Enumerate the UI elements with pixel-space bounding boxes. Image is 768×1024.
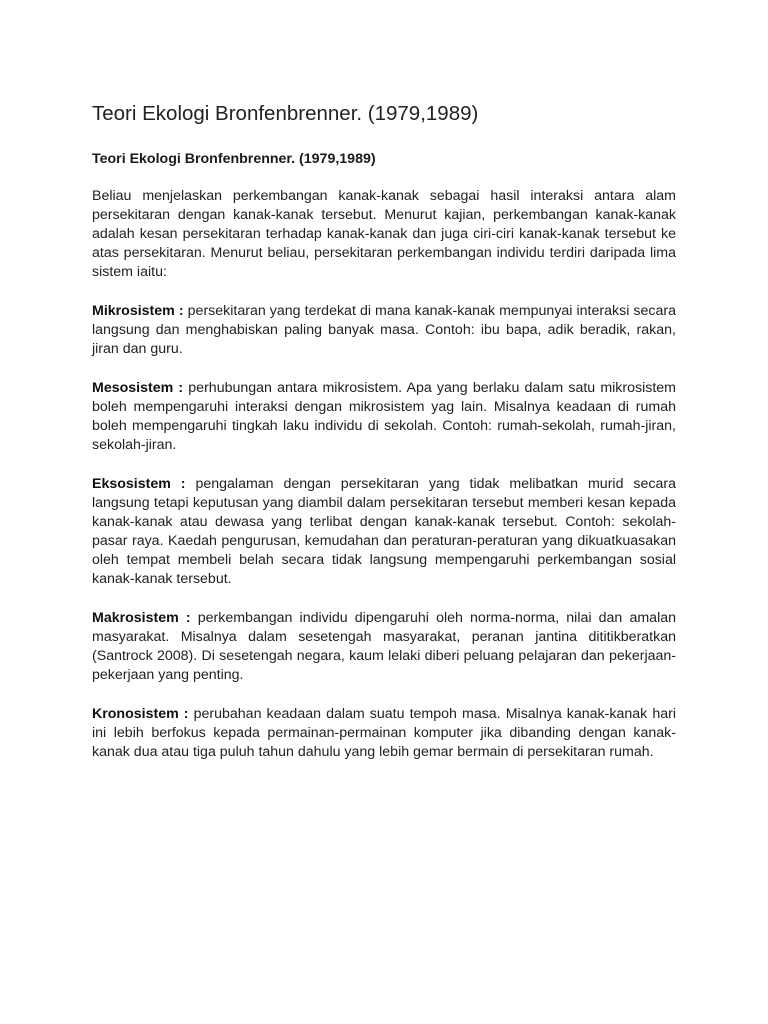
document-title: Teori Ekologi Bronfenbrenner. (1979,1989) [92,102,479,125]
section-mesosistem [92,379,676,455]
section-term: Mikrosistem : [92,303,184,319]
section-eksosistem [92,475,676,589]
section-text: perkembangan individu dipengaruhi oleh norma-norma, nilai dan amalan masyarakat. Misalnya dalam sesetengah masyarakat, peranan jantina dititikberatkan (Santrock 2008). Di sesetengah negara, kaum lelaki diberi peluang pelajaran dan pekerjaan-pekerjaan yang penting. [92,610,676,683]
section-term: Kronosistem : [92,706,189,722]
section-text: perhubungan antara mikrosistem. Apa yang berlaku dalam satu mikrosistem boleh mempengaruhi interaksi dengan mikrosistem yag lain. Misalnya keadaan di rumah boleh mempengaruhi tingkah laku individu di sekolah. Contoh: rumah-sekolah, rumah-jiran, sekolah-jiran. [92,380,677,453]
intro-paragraph: Beliau menjelaskan perkembangan kanak-kanak sebagai hasil interaksi antara alam persekitaran dengan kanak-kanak tersebut. Menurut kajian, perkembangan kanak-kanak adalah kesan persekitaran terhadap kanak-kanak dan juga ciri-ciri kanak-kanak tersebut ke atas persekitaran. Menurut beliau, persekitaran perkembangan individu terdiri daripada lima sistem iaitu: [92,188,676,280]
section-text: perubahan keadaan dalam suatu tempoh masa. Misalnya kanak-kanak hari ini lebih berfokus kepada permainan-permainan komputer jika dibanding dengan kanak-kanak dua atau tiga puluh tahun dahulu yang lebih gemar bermain di persekitaran rumah. [92,706,676,760]
document-subtitle: Teori Ekologi Bronfenbrenner. (1979,1989) [92,151,376,167]
section-term: Eksosistem : [92,476,186,492]
section-term: Mesosistem : [92,380,184,396]
section-mikrosistem [92,302,676,359]
section-kronosistem [92,705,676,762]
section-text: persekitaran yang terdekat di mana kanak-kanak mempunyai interaksi secara langsung dan menghabiskan paling banyak masa. Contoh: ibu bapa, adik beradik, rakan, jiran dan guru. [92,303,676,357]
section-makrosistem [92,609,676,685]
section-term: Makrosistem : [92,610,191,626]
section-text: pengalaman dengan persekitaran yang tidak melibatkan murid secara langsung tetapi keputusan yang diambil dalam persekitaran tersebut memberi kesan kepada kanak-kanak atau dewasa yang terlibat dengan kanak-kanak tersebut. Contoh: sekolah-pasar raya. Kaedah pengurusan, kemudahan dan peraturan-peraturan yang dikuatkuasakan oleh tempat membeli belah secara tidak langsung mempengaruhi perkembangan sosial kanak-kanak tersebut. [92,476,676,587]
